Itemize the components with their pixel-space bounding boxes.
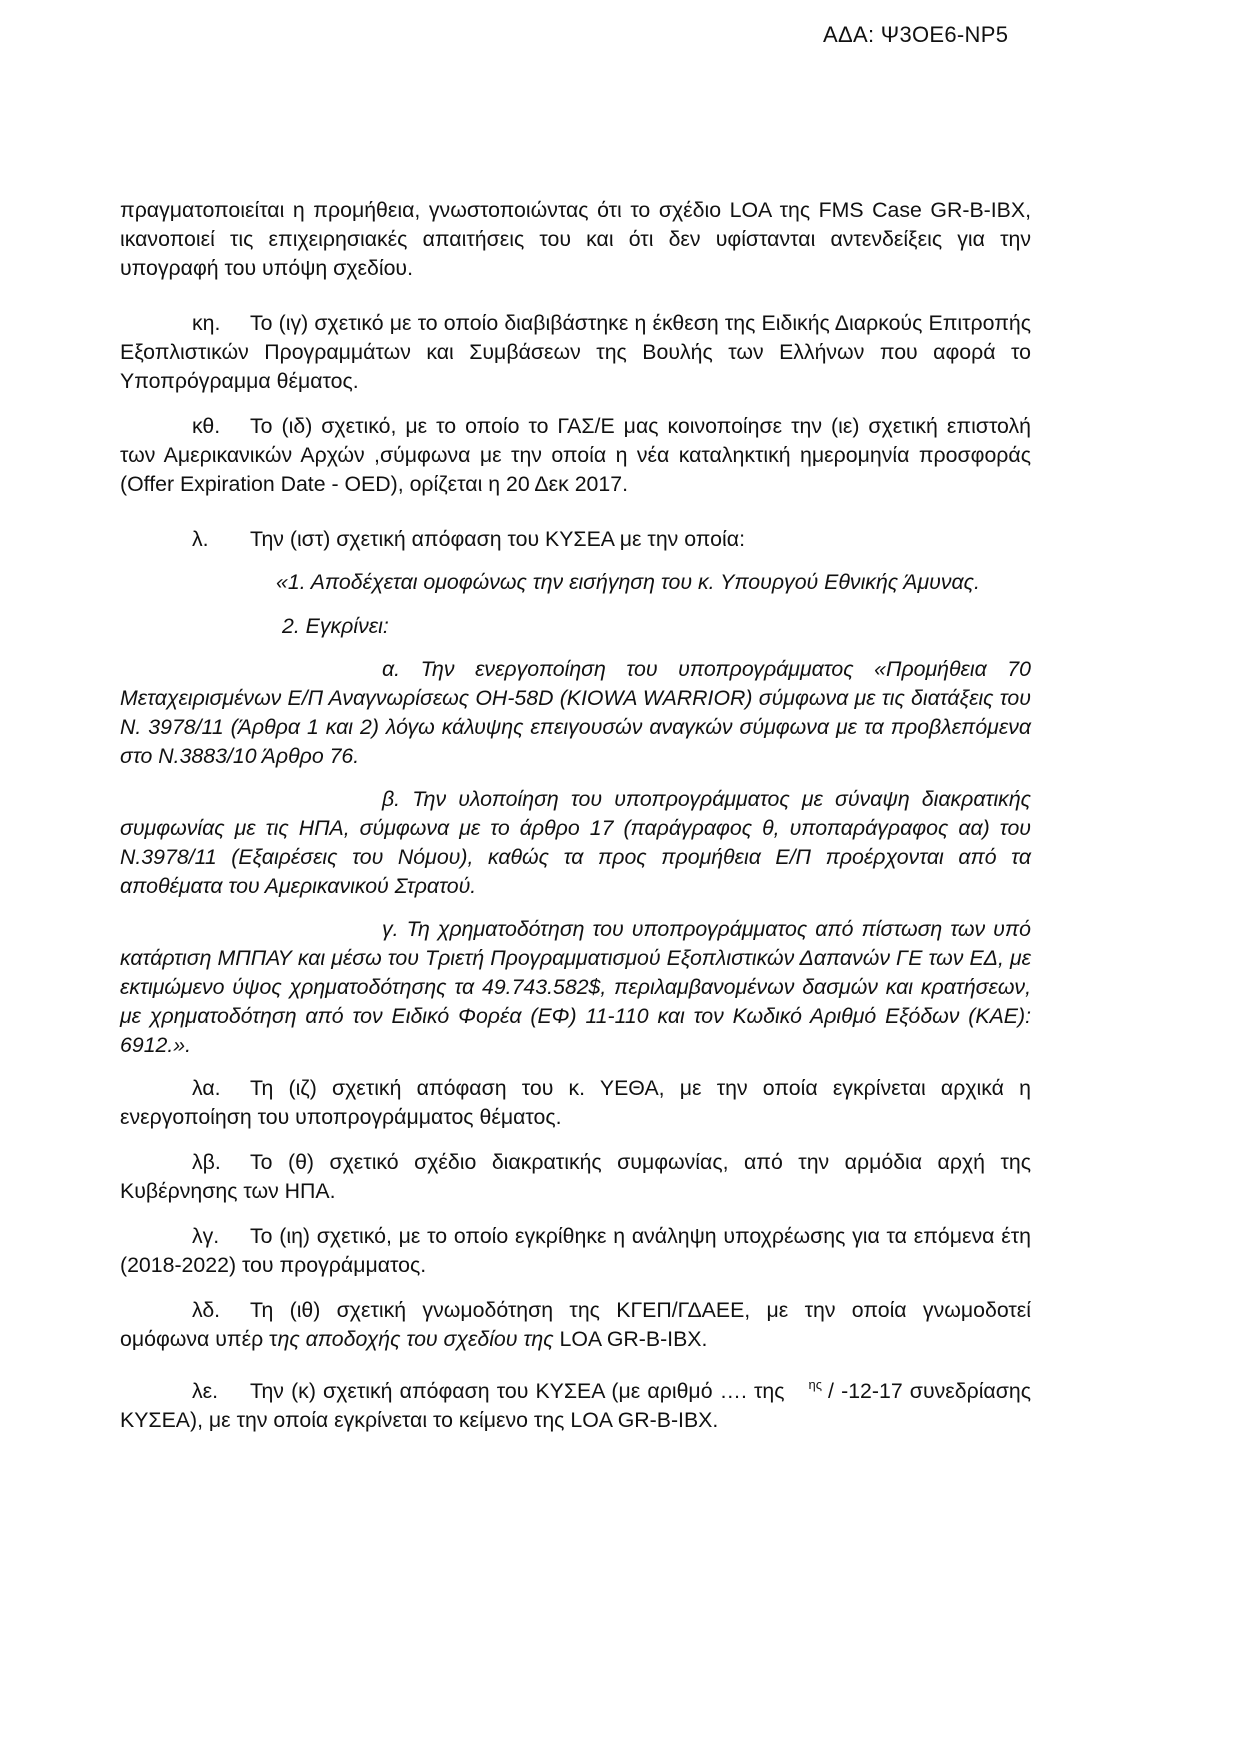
paragraph-text: Τη (ιθ) σχετική γνωμοδότηση της ΚΓΕΠ/ΓΔΑΕΕ, με την οποία γνωμοδοτεί ομόφωνα υπέρ τ (120, 1298, 1031, 1351)
subpoint-text: Την ενεργοποίηση του υποπρογράμματος «Προμήθεια 70 Μεταχειρισμένων Ε/Π Αναγνωρίσεως OH-58D (KIOWA WARRIOR) σύμφωνα με τις διατάξεις του Ν. 3978/11 (Άρθρα 1 και 2) λόγω κάλυψης επειγουσών αναγκών σύμφωνα με τα προβλεπόμενα στο Ν.3883/10 Άρθρο 76. (120, 657, 1031, 768)
paragraph-text: Την (ιστ) σχετική απόφαση του ΚΥΣΕΑ με την οποία: (250, 527, 745, 551)
paragraph-lb (120, 1148, 1031, 1206)
quote-point-1: «1. Αποδέχεται ομοφώνως την εισήγηση του κ. Υπουργού Εθνικής Άμυνας. (276, 570, 980, 594)
paragraph-text-after: / -12-17 συνεδρίασης ΚΥΣΕΑ), με την οποία εγκρίνεται το κείμενο της LOA GR-B-IBX. (120, 1379, 1031, 1432)
subpoint-label: β. (382, 787, 401, 811)
paragraph-label: λ. (192, 527, 209, 551)
paragraph-le (120, 1370, 1031, 1435)
paragraph-lg (120, 1222, 1031, 1280)
continuation-paragraph: πραγματοποιείται η προμήθεια, γνωστοποιώντας ότι το σχέδιο LOA της FMS Case GR-B-IBX, ικανοποιεί τις επιχειρησιακές απαιτήσεις του και ότι δεν υφίστανται αντενδείξεις για την υπογραφή του υπόψη σχεδίου. (120, 198, 1031, 280)
quote-subpoint-a (120, 655, 1031, 771)
subpoint-text: Τη χρηματοδότηση του υποπρογράμματος από πίστωση των υπό κατάρτιση ΜΠΠΑΥ και μέσω του Τριετή Προγραμματισμού Εξοπλιστικών Δαπανών ΓΕ των ΕΔ, με εκτιμώμενο ύψος χρηματοδότησης τα 49.743.582$, περιλαμβανομένων δασμών και κρατήσεων, με χρηματοδότηση από τον Ειδικό Φορέα (ΕΦ) 11-110 και τον Κωδικό Αριθμό Εξόδων (ΚΑΕ): 6912.». (120, 917, 1031, 1057)
paragraph-text: Την (κ) σχετική απόφαση του ΚΥΣΕΑ (με αριθμό …. της (250, 1379, 785, 1403)
paragraph-ld (120, 1296, 1031, 1354)
superscript-ordinal: ης (808, 1377, 823, 1392)
subpoint-label: γ. (382, 917, 399, 941)
paragraph-label: λε. (192, 1379, 219, 1403)
paragraph-text-tail: LOA GR-B-IBX. (553, 1327, 708, 1351)
paragraph-text: Το (θ) σχετικό σχέδιο διακρατικής συμφωνίας, από την αρμόδια αρχή της Κυβέρνησης των ΗΠΑ. (120, 1150, 1031, 1203)
subpoint-label: α. (382, 657, 401, 681)
paragraph-la (120, 1074, 1031, 1132)
paragraph-label: κη. (192, 311, 221, 335)
paragraph-text: Το (ιη) σχετικό, με το οποίο εγκρίθηκε η ανάληψη υποχρέωσης για τα επόμενα έτη (2018-2022) του προγράμματος. (120, 1224, 1031, 1277)
paragraph-label: λδ. (192, 1298, 221, 1322)
paragraph-text: Τη (ιζ) σχετική απόφαση του κ. ΥΕΘΑ, με την οποία εγκρίνεται αρχικά η ενεργοποίηση του υποπρογράμματος θέματος. (120, 1076, 1031, 1129)
paragraph-l (120, 525, 1031, 554)
paragraph-label: κθ. (192, 414, 221, 438)
paragraph-text: Το (ιδ) σχετικό, με το οποίο το ΓΑΣ/Ε μας κοινοποίησε την (ιε) σχετική επιστολή των Αμερικανικών Αρχών ,σύμφωνα με την οποία η νέα καταληκτική ημερομηνία προσφοράς (Offer Expiration Date - OED), ορίζεται η 20 Δεκ 2017. (120, 414, 1031, 496)
document-body (120, 196, 1031, 1451)
paragraph-text: Το (ιγ) σχετικό με το οποίο διαβιβάστηκε η έκθεση της Ειδικής Διαρκούς Επιτροπής Εξοπλιστικών Προγραμμάτων και Συμβάσεων της Βουλής των Ελλήνων που αφορά το Υποπρόγραμμα θέματος. (120, 311, 1031, 393)
quote-point-2: 2. Εγκρίνει: (282, 614, 389, 638)
document-ada-code: ΑΔΑ: Ψ3ΟΕ6-ΝΡ5 (823, 22, 1009, 47)
paragraph-label: λα. (192, 1076, 221, 1100)
paragraph-kth (120, 412, 1031, 499)
paragraph-text-italic: ης αποδοχής του σχεδίου της (277, 1327, 554, 1351)
paragraph-label: λγ. (192, 1224, 220, 1248)
paragraph-kh (120, 309, 1031, 396)
paragraph-label: λβ. (192, 1150, 221, 1174)
subpoint-text: Την υλοποίηση του υποπρογράμματος με σύναψη διακρατικής συμφωνίας με τις ΗΠΑ, σύμφωνα με το άρθρο 17 (παράγραφος θ, υποπαράγραφος αα) του Ν.3978/11 (Εξαιρέσεις του Νόμου), καθώς τα προς προμήθεια Ε/Π προέρχονται από τα αποθέματα του Αμερικανικού Στρατού. (120, 787, 1032, 898)
quote-subpoint-c (120, 915, 1031, 1060)
quote-subpoint-b (120, 785, 1031, 901)
